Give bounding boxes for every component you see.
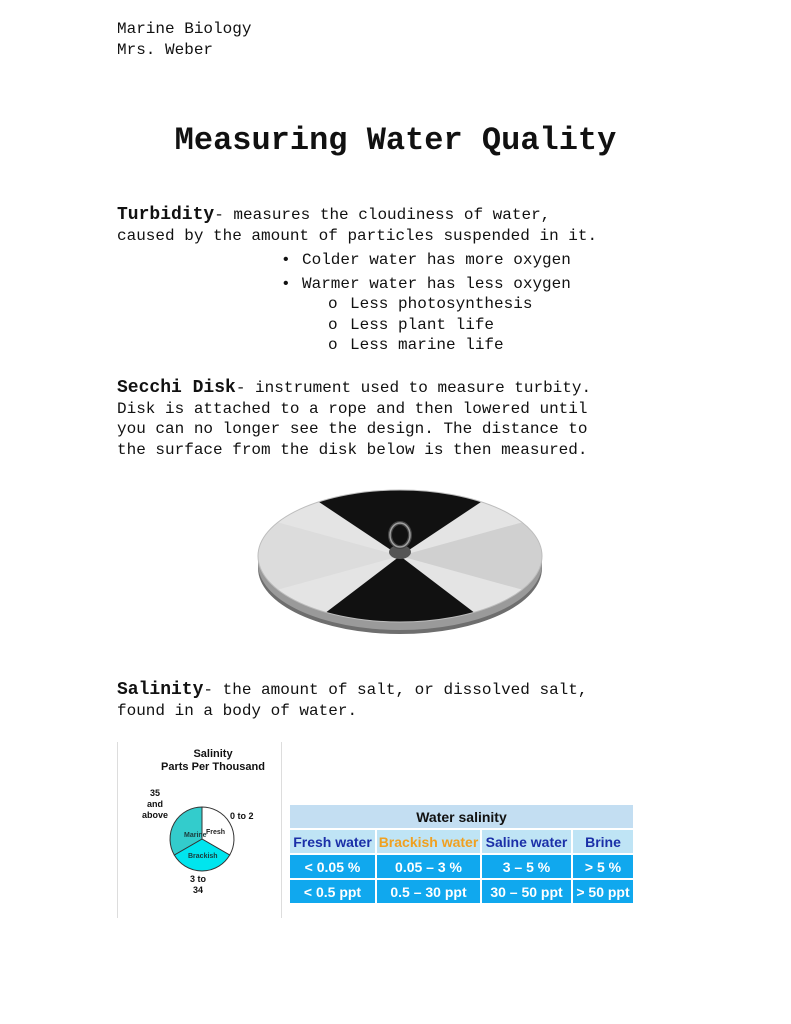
pie-label-fresh-range: 0 to 2 bbox=[230, 811, 254, 821]
turbidity-definition: - measures the cloudiness of water, bbox=[214, 206, 551, 224]
table-cell: 0.5 – 30 ppt bbox=[377, 880, 480, 903]
list-item: o Less marine life bbox=[328, 336, 504, 354]
table-cell: > 5 % bbox=[573, 855, 633, 878]
pie-slice-label-brackish: Brackish bbox=[188, 853, 218, 860]
list-item: • Colder water has more oxygen bbox=[281, 251, 571, 269]
document-header bbox=[117, 19, 251, 60]
turbidity-bullet-list bbox=[278, 250, 571, 359]
page-title: Measuring Water Quality bbox=[174, 122, 617, 159]
column-header: Fresh water bbox=[290, 830, 375, 853]
table-cell: 0.05 – 3 % bbox=[377, 855, 480, 878]
turbidity-term: Turbidity bbox=[117, 205, 215, 225]
sub-bullet-list bbox=[302, 294, 571, 356]
table-cell: 30 – 50 ppt bbox=[482, 880, 571, 903]
course-name: Marine Biology bbox=[117, 20, 252, 38]
pie-title: Salinity Parts Per Thousand bbox=[161, 748, 265, 773]
pie-slice-label-fresh: Fresh bbox=[206, 829, 226, 836]
list-item: • Warmer water has less oxygen o Less photosynthesis o Less plant life o Less marine life bbox=[281, 274, 571, 354]
teacher-name: Mrs. Weber bbox=[117, 40, 214, 59]
water-salinity-table bbox=[288, 803, 635, 905]
table-cell: < 0.05 % bbox=[290, 855, 375, 878]
figure-divider bbox=[281, 742, 282, 918]
bullet-icon: • bbox=[281, 274, 291, 293]
secchi-paragraph: Secchi Disk- instrument used to measure turbity. Disk is attached to a rope and then lowered until you can no longer see the design. The distance to the surface from the disk below is then measured. bbox=[117, 378, 592, 459]
table-row bbox=[290, 855, 633, 878]
secchi-disk-image bbox=[255, 486, 545, 646]
table-title: Water salinity bbox=[290, 805, 633, 828]
turbidity-definition-line2: caused by the amount of particles suspended in it. bbox=[117, 226, 598, 245]
table-cell: < 0.5 ppt bbox=[290, 880, 375, 903]
secchi-term: Secchi Disk bbox=[117, 378, 236, 398]
column-header: Brackish water bbox=[377, 830, 480, 853]
pie-label-brackish-range: 3 to 34 bbox=[190, 874, 207, 895]
pie-slice-label-marine: Marine bbox=[184, 832, 207, 839]
turbidity-paragraph bbox=[117, 205, 677, 246]
table-cell: > 50 ppt bbox=[573, 880, 633, 903]
sub-bullet-icon: o bbox=[328, 315, 338, 334]
sub-bullet-icon: o bbox=[328, 336, 338, 354]
list-item: o Less plant life bbox=[328, 315, 495, 334]
salinity-pie-chart bbox=[168, 805, 236, 873]
pie-label-marine-range: 35 and above bbox=[142, 788, 169, 820]
table-cell: 3 – 5 % bbox=[482, 855, 571, 878]
table-header-row bbox=[290, 830, 633, 853]
salinity-paragraph: Salinity- the amount of salt, or dissolved salt, found in a body of water. bbox=[117, 680, 588, 720]
salinity-term: Salinity bbox=[117, 680, 204, 700]
table-row bbox=[290, 880, 633, 903]
list-item: o Less photosynthesis bbox=[328, 295, 533, 313]
sub-bullet-icon: o bbox=[328, 295, 338, 313]
column-header: Saline water bbox=[482, 830, 571, 853]
column-header: Brine bbox=[573, 830, 633, 853]
bullet-icon: • bbox=[281, 251, 291, 269]
